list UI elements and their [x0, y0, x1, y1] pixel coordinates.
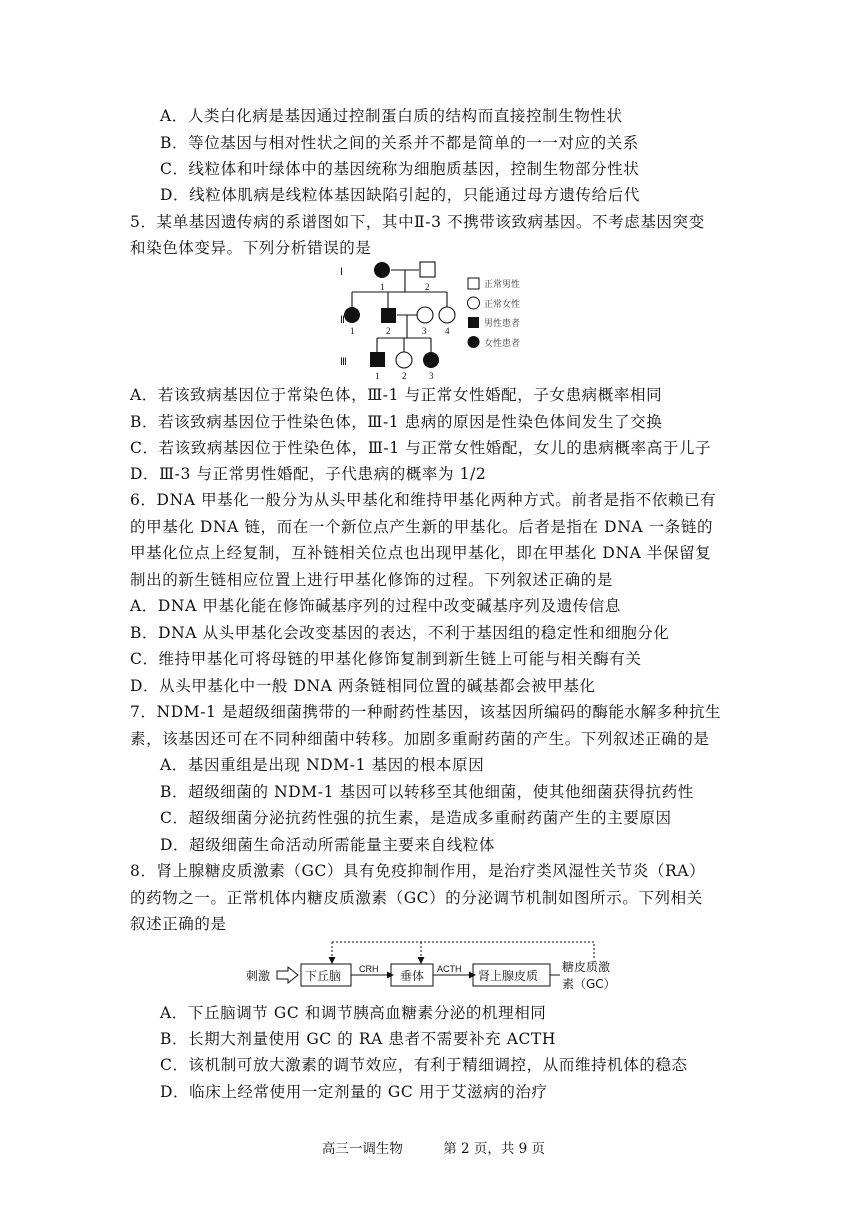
diagram-gc-label-line1: 糖皮质激 — [562, 960, 611, 974]
legend-affected-male: 男性患者 — [484, 319, 521, 329]
id-ii2: 2 — [386, 326, 391, 336]
q7-option-c: C．超级细菌分泌抗药性强的抗生素，是造成多重耐药菌产生的主要原因 — [160, 809, 672, 827]
q6-stem-line1: 6．DNA 甲基化一般分为从头甲基化和维持甲基化两种方式。前者是指不依赖已有 — [130, 491, 717, 509]
diagram-stimulus-label: 刺激 — [246, 969, 271, 983]
pedigree-chart — [330, 260, 530, 380]
q8-stem-line1: 8．肾上腺糖皮质激素（GC）具有免疫抑制作用，是治疗类风湿性关节炎（RA） — [130, 862, 706, 880]
legend-normal-female-icon — [468, 297, 480, 309]
pedigree-iii1-affected-male — [370, 352, 385, 367]
page-footer — [0, 1137, 867, 1157]
pedigree-i1-affected-female — [374, 262, 390, 278]
q6-stem-line3: 甲基化位点上经复制，互补链相关位点也出现甲基化，即在甲基化 DNA 半保留复 — [130, 544, 712, 562]
id-i2: 2 — [425, 282, 430, 292]
arrow-head-icon — [418, 957, 425, 964]
gen-label-iii: Ⅲ — [340, 357, 347, 368]
legend-affected-female-icon — [468, 336, 480, 348]
id-iii1: 1 — [375, 371, 380, 380]
q4-option-c: C．线粒体和叶绿体中的基因统称为细胞质基因，控制生物部分性状 — [160, 160, 640, 178]
gen-label-ii: Ⅱ — [340, 315, 345, 326]
q8-stem-line3: 叙述正确的是 — [130, 915, 227, 933]
pedigree-ii1-affected-female — [344, 307, 360, 323]
diagram-hypothalamus-label: 下丘脑 — [305, 969, 342, 983]
q7-option-a: A．基因重组是出现 NDM-1 基因的根本原因 — [160, 756, 485, 774]
id-ii1: 1 — [350, 326, 355, 336]
pedigree-ii2-affected-male — [381, 308, 396, 323]
pedigree-ii4-normal-female — [439, 307, 455, 323]
q5-option-c: C．若该致病基因位于性染色体，Ⅲ-1 与正常女性婚配，女儿的患病概率高于儿子 — [130, 439, 712, 457]
q6-stem-line4: 制出的新生链相应位置上进行甲基化修饰的过程。下列叙述正确的是 — [130, 571, 614, 589]
q5-option-b: B．若该致病基因位于性染色体，Ⅲ-1 患病的原因是性染色体间发生了交换 — [130, 413, 663, 431]
q6-option-b: B．DNA 从头甲基化会改变基因的表达，不利于基因组的稳定性和细胞分化 — [130, 624, 670, 642]
q4-option-b: B．等位基因与相对性状之间的关系并不都是简单的一一对应的关系 — [160, 134, 639, 152]
q6-option-a: A．DNA 甲基化能在修饰碱基序列的过程中改变碱基序列及遗传信息 — [130, 597, 622, 615]
footer-page-number: 第 2 页，共 9 页 — [443, 1141, 546, 1157]
q8-option-b: B．长期大剂量使用 GC 的 RA 患者不需要补充 ACTH — [160, 1030, 557, 1048]
id-ii3: 3 — [422, 326, 427, 336]
gc-regulation-diagram — [244, 938, 630, 996]
arrow-head-icon — [329, 957, 336, 964]
pedigree-i2-normal-male — [420, 262, 435, 277]
q4-option-d: D．线粒体肌病是线粒体基因缺陷引起的，只能通过母方遗传给后代 — [160, 186, 640, 204]
pedigree-iii2-normal-female — [396, 352, 412, 368]
footer-subject: 高三一调生物 — [321, 1141, 403, 1157]
legend-normal-male-icon — [468, 278, 479, 289]
id-iii3: 3 — [429, 371, 434, 380]
q6-option-d: D．从头甲基化中一般 DNA 两条链相同位置的碱基都会被甲基化 — [130, 677, 596, 695]
pedigree-iii3-affected-female — [423, 352, 439, 368]
legend-normal-male: 正常男性 — [484, 280, 521, 290]
gen-label-i: Ⅰ — [340, 267, 343, 278]
q8-stem-line2: 的药物之一。正常机体内糖皮质激素（GC）的分泌调节机制如图所示。下列相关 — [130, 889, 703, 907]
q8-option-c: C．该机制可放大激素的调节效应，有利于精细调控，从而维持机体的稳态 — [160, 1056, 688, 1074]
diagram-gc-label-line2: 素（GC） — [562, 977, 616, 991]
q7-stem-line2: 素，该基因还可在不同种细菌中转移。加剧多重耐药菌的产生。下列叙述正确的是 — [130, 730, 710, 748]
q5-option-a: A．若该致病基因位于常染色体，Ⅲ-1 与正常女性婚配，子女患病概率相同 — [130, 386, 663, 404]
diagram-crh-label: CRH — [359, 964, 379, 974]
legend-affected-female: 女性患者 — [484, 339, 521, 349]
q8-option-a: A．下丘脑调节 GC 和调节胰高血糖素分泌的机理相同 — [160, 1004, 547, 1022]
legend-normal-female: 正常女性 — [484, 300, 521, 310]
q5-stem-line2: 和染色体变异。下列分析错误的是 — [130, 239, 372, 257]
q8-option-d: D．临床上经常使用一定剂量的 GC 用于艾滋病的治疗 — [160, 1083, 548, 1101]
q6-option-c: C．维持甲基化可将母链的甲基化修饰复制到新生链上可能与相关酶有关 — [130, 650, 642, 668]
q4-option-a: A．人类白化病是基因通过控制蛋白质的结构而直接控制生物性状 — [160, 107, 623, 125]
q5-stem-line1: 5．某单基因遗传病的系谱图如下，其中Ⅱ-3 不携带该致病基因。不考虑基因突变 — [130, 213, 705, 231]
q7-option-d: D．超级细菌生命活动所需能量主要来自线粒体 — [160, 836, 496, 854]
stimulus-arrow-icon — [277, 967, 298, 983]
q6-stem-line2: 的甲基化 DNA 链，而在一个新位点产生新的甲基化。后者是指在 DNA 一条链的 — [130, 518, 714, 536]
id-iii2: 2 — [402, 371, 407, 380]
id-ii4: 4 — [445, 326, 450, 336]
q5-option-d: D．Ⅲ-3 与正常男性婚配，子代患病的概率为 1/2 — [130, 465, 487, 483]
diagram-acth-label: ACTH — [437, 964, 462, 974]
legend-affected-male-icon — [468, 317, 479, 328]
id-i1: 1 — [380, 282, 385, 292]
pedigree-ii3-normal-female — [417, 307, 433, 323]
q7-stem-line1: 7．NDM-1 是超级细菌携带的一种耐药性基因，该基因所编码的酶能水解多种抗生 — [130, 703, 722, 721]
diagram-pituitary-label: 垂体 — [400, 969, 425, 983]
q7-option-b: B．超级细菌的 NDM-1 基因可以转移至其他细菌，使其他细菌获得抗药性 — [160, 783, 694, 801]
diagram-adrenal-label: 肾上腺皮质 — [478, 969, 539, 983]
